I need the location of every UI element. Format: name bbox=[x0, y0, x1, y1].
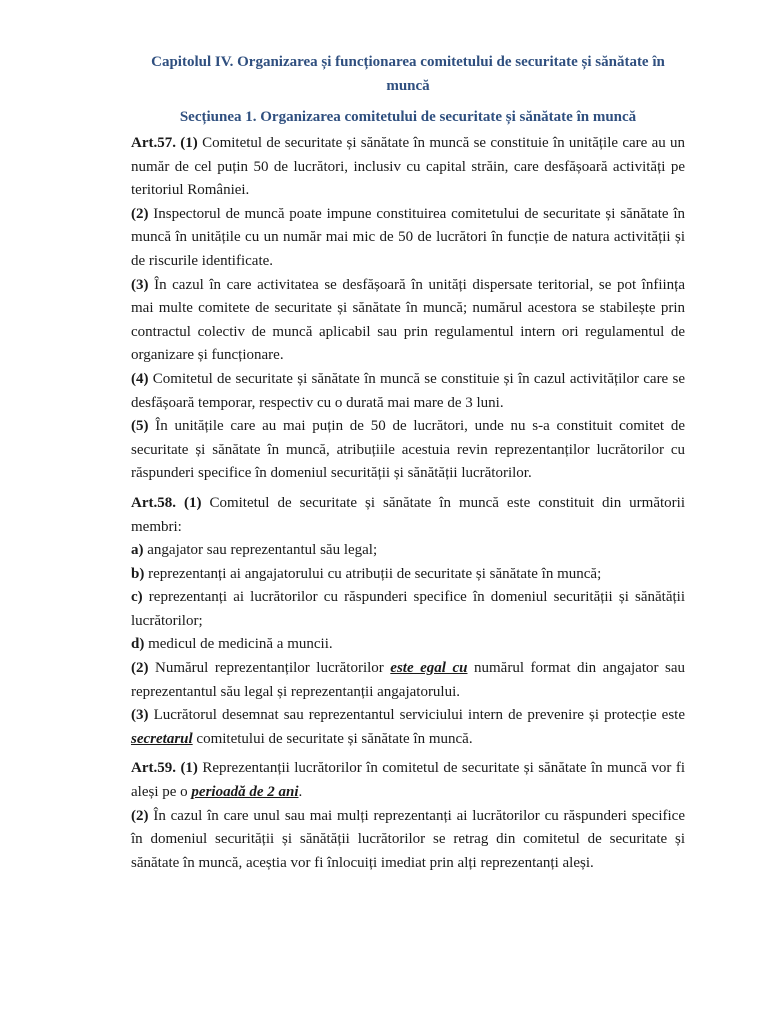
para-number: (1) bbox=[180, 135, 198, 151]
para-text: În cazul în care unul sau mai mulți reprezentanți ai lucrătorilor cu răspunderi specifice în domeniul securității și sănătății lucrătorilor se retrag din comitetul de securitate și sănătate în muncă, aceștia vor fi înlocuiți imediat prin alți reprezentanți aleși. bbox=[131, 807, 685, 871]
para-text: Comitetul de securitate și sănătate în muncă se constituie în unitățile care au un număr de cel puțin 50 de lucrători, inclusiv cu capital străin, care desfășoară activități pe teritoriul României. bbox=[131, 135, 685, 199]
para-number: (3) bbox=[131, 707, 149, 724]
para-text: Comitetul de securitate și sănătate în muncă se constituie și în cazul activităților care se desfășoară temporar, respectiv cu o durată mai mare de 3 luni. bbox=[131, 370, 685, 411]
art57-para-4 bbox=[131, 368, 685, 415]
para-number: (4) bbox=[131, 370, 149, 387]
art57-para-5 bbox=[131, 415, 685, 486]
art58-item-a bbox=[131, 539, 685, 563]
section-title: Secțiunea 1. Organizarea comitetului de securitate și sănătate în muncă bbox=[179, 109, 637, 125]
article-59 bbox=[131, 757, 685, 875]
para-number: (1) bbox=[183, 494, 202, 511]
art58-para-1 bbox=[131, 492, 685, 539]
article-label: Art.58. bbox=[131, 494, 176, 511]
chapter-title: Capitolul IV. Organizarea și funcționarea comitetului de securitate și sănătate în muncă bbox=[151, 54, 665, 94]
item-text: reprezentanți ai angajatorului cu atribuții de securitate și sănătate în muncă; bbox=[148, 565, 602, 582]
art58-item-d bbox=[131, 633, 685, 657]
para-text: În cazul în care activitatea se desfășoară în unități dispersate teritorial, se pot înființa mai multe comitete de securitate și sănătate în muncă; numărul acestora se stabilește prin contractul colectiv de muncă aplicabil sau prin regulamentul intern ori regulamentul de organizare și funcționare. bbox=[131, 276, 686, 364]
art57-para-1 bbox=[131, 132, 685, 203]
item-letter: d) bbox=[131, 636, 145, 653]
article-58 bbox=[131, 492, 685, 752]
art57-para-2 bbox=[131, 203, 685, 274]
para-text: comitetului de securitate și sănătate în muncă. bbox=[196, 730, 473, 747]
item-text: angajator sau reprezentantul său legal; bbox=[147, 542, 378, 559]
article-57 bbox=[131, 132, 685, 486]
art59-para-2 bbox=[131, 805, 685, 876]
para-text: Numărul reprezentanților lucrătorilor bbox=[155, 660, 384, 677]
art58-para-2 bbox=[131, 657, 685, 704]
para-number: (3) bbox=[131, 276, 149, 293]
emphasis-text: perioadă de 2 ani bbox=[191, 784, 299, 801]
item-text: reprezentanți ai lucrătorilor cu răspunderi specifice în domeniul securității și sănătății lucrătorilor; bbox=[131, 589, 685, 629]
para-number: (5) bbox=[131, 418, 149, 435]
article-label: Art.59. bbox=[131, 760, 176, 777]
art57-para-3 bbox=[131, 274, 685, 368]
item-letter: a) bbox=[131, 542, 144, 559]
para-text: numărul format din angajator sau reprezentantul său legal și reprezentanții angajatorului. bbox=[131, 660, 685, 700]
item-letter: c) bbox=[131, 589, 143, 606]
para-number: (2) bbox=[131, 807, 149, 824]
emphasis-text: secretarul bbox=[131, 730, 193, 747]
art58-para-3 bbox=[131, 704, 685, 751]
para-text: Reprezentanții lucrătorilor în comitetul de securitate și sănătate în muncă vor fi aleși pe o bbox=[131, 760, 686, 801]
para-number: (1) bbox=[180, 760, 198, 777]
para-text: Lucrătorul desemnat sau reprezentantul serviciului intern de prevenire și protecție este bbox=[153, 707, 686, 724]
para-text: Inspectorul de muncă poate impune constituirea comitetului de securitate și sănătate în muncă în unitățile cu un număr mai mic de 50 de lucrători în funcție de natura activității și de riscurile identificate. bbox=[131, 205, 685, 269]
para-text: . bbox=[298, 784, 303, 801]
para-text: În unitățile care au mai puțin de 50 de lucrători, unde nu s-a constituit comitet de securitate și sănătate în muncă, atribuțiile acestuia revin reprezentanților lucrătorilor cu răspunderi specifice în domeniul securității și sănătății lucrătorilor. bbox=[131, 418, 685, 482]
para-number: (2) bbox=[131, 660, 149, 677]
para-text: Comitetul de securitate și sănătate în muncă este constituit din următorii membri: bbox=[131, 494, 685, 535]
para-number: (2) bbox=[131, 205, 149, 222]
art58-item-b bbox=[131, 563, 685, 587]
art58-item-c bbox=[131, 586, 685, 633]
item-letter: b) bbox=[131, 565, 145, 582]
article-label: Art.57. bbox=[131, 135, 176, 151]
document-page bbox=[131, 48, 685, 881]
emphasis-text: este egal cu bbox=[390, 660, 468, 677]
item-text: medicul de medicină a muncii. bbox=[148, 636, 333, 653]
art59-para-1 bbox=[131, 757, 685, 804]
